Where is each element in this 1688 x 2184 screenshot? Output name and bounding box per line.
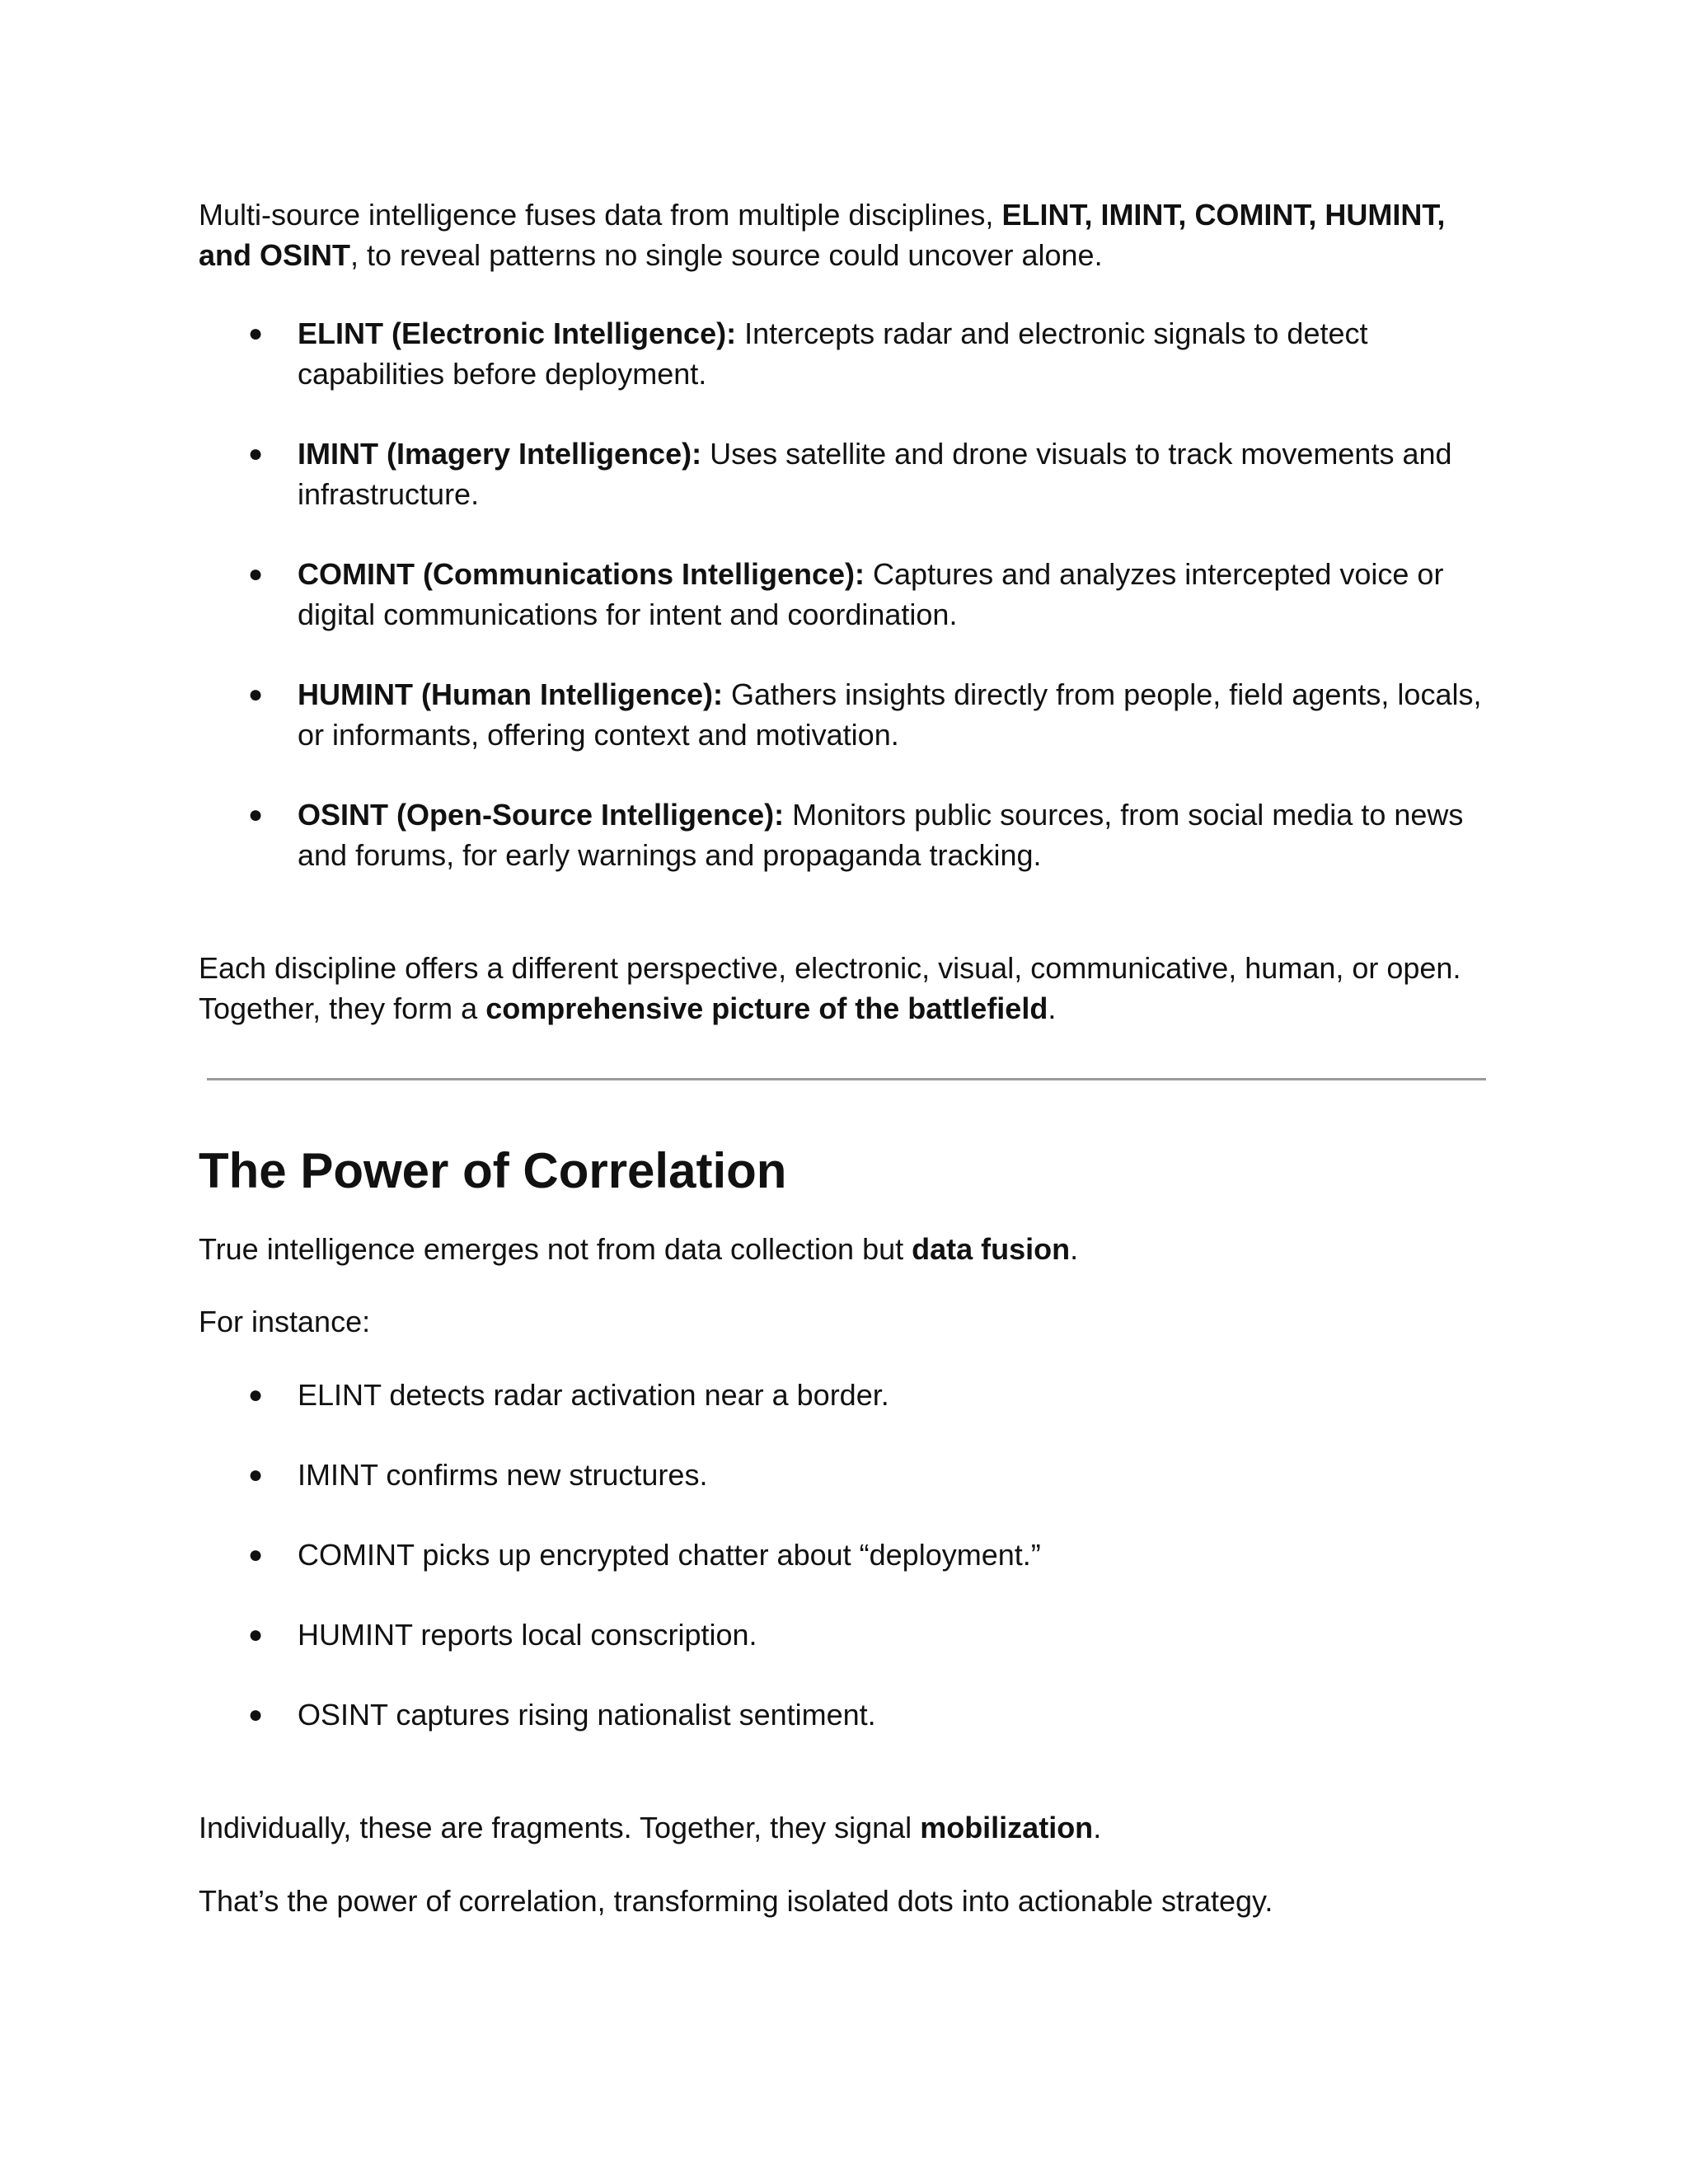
example-text: OSINT captures rising nationalist sentiment. bbox=[298, 1698, 876, 1732]
discipline-description: Gathers insights directly from people, field agents, locals, or informants, offering context and motivation. bbox=[298, 677, 1482, 752]
list-item bbox=[199, 1615, 1493, 1655]
bullet-icon: ● bbox=[248, 1381, 264, 1408]
bullet-icon: ● bbox=[248, 560, 264, 588]
summary-paragraph: Each discipline offers a different perspective, electronic, visual, communicative, human, or open. Together, they form a comprehensive picture of the battlefield. bbox=[199, 951, 1461, 1025]
fusion-emphasis: data fusion bbox=[912, 1232, 1071, 1266]
discipline-term: ELINT (Electronic Intelligence): bbox=[298, 316, 737, 350]
list-item bbox=[199, 1535, 1493, 1575]
list-item bbox=[199, 674, 1493, 755]
bullet-icon: ● bbox=[248, 440, 264, 467]
list-item bbox=[199, 434, 1493, 514]
section-heading: The Power of Correlation bbox=[199, 1143, 787, 1198]
list-item bbox=[199, 313, 1493, 394]
example-text: ELINT detects radar activation near a border. bbox=[298, 1378, 889, 1412]
bullet-icon: ● bbox=[248, 1541, 264, 1568]
example-text: IMINT confirms new structures. bbox=[298, 1458, 708, 1492]
discipline-description: Monitors public sources, from social media to news and forums, for early warnings and propaganda tracking. bbox=[298, 798, 1464, 872]
intro-paragraph: Multi-source intelligence fuses data from multiple disciplines, ELINT, IMINT, COMINT, HUMINT, and OSINT, to reveal patterns no single source could uncover alone. bbox=[199, 198, 1446, 272]
bullet-icon: ● bbox=[248, 801, 264, 828]
bullet-icon: ● bbox=[248, 681, 264, 708]
bullet-icon: ● bbox=[248, 1701, 264, 1728]
mobilization-paragraph: Individually, these are fragments. Together, they signal mobilization. bbox=[199, 1811, 1102, 1844]
list-item bbox=[199, 1375, 1493, 1415]
list-item bbox=[199, 794, 1493, 875]
discipline-term: HUMINT (Human Intelligence): bbox=[298, 677, 724, 711]
list-item bbox=[199, 554, 1493, 635]
discipline-description: Intercepts radar and electronic signals to detect capabilities before deployment. bbox=[298, 316, 1368, 391]
discipline-term: OSINT (Open-Source Intelligence): bbox=[298, 798, 785, 832]
example-text: HUMINT reports local conscription. bbox=[298, 1618, 757, 1652]
bullet-icon: ● bbox=[248, 320, 264, 347]
discipline-term: IMINT (Imagery Intelligence): bbox=[298, 437, 702, 471]
mobilization-emphasis: mobilization bbox=[920, 1811, 1094, 1844]
disciplines-list bbox=[199, 313, 1493, 875]
closing-paragraph: That’s the power of correlation, transforming isolated dots into actionable strategy. bbox=[199, 1884, 1273, 1918]
summary-emphasis: comprehensive picture of the battlefield bbox=[485, 991, 1048, 1025]
horizontal-divider bbox=[207, 1078, 1486, 1080]
discipline-term: COMINT (Communications Intelligence): bbox=[298, 557, 865, 591]
discipline-description: Captures and analyzes intercepted voice or digital communications for intent and coordination. bbox=[298, 557, 1444, 631]
bullet-icon: ● bbox=[248, 1461, 264, 1488]
list-item bbox=[199, 1694, 1493, 1735]
examples-list bbox=[199, 1375, 1493, 1735]
discipline-description: Uses satellite and drone visuals to track movements and infrastructure. bbox=[298, 437, 1452, 511]
fusion-paragraph: True intelligence emerges not from data collection but data fusion. bbox=[199, 1232, 1079, 1266]
list-item bbox=[199, 1455, 1493, 1495]
bullet-icon: ● bbox=[248, 1621, 264, 1648]
intro-emphasis: ELINT, IMINT, COMINT, HUMINT, and OSINT bbox=[199, 198, 1446, 272]
example-text: COMINT picks up encrypted chatter about “deployment.” bbox=[298, 1538, 1041, 1572]
for-instance-paragraph: For instance: bbox=[199, 1305, 371, 1338]
document-page bbox=[199, 194, 1493, 1921]
